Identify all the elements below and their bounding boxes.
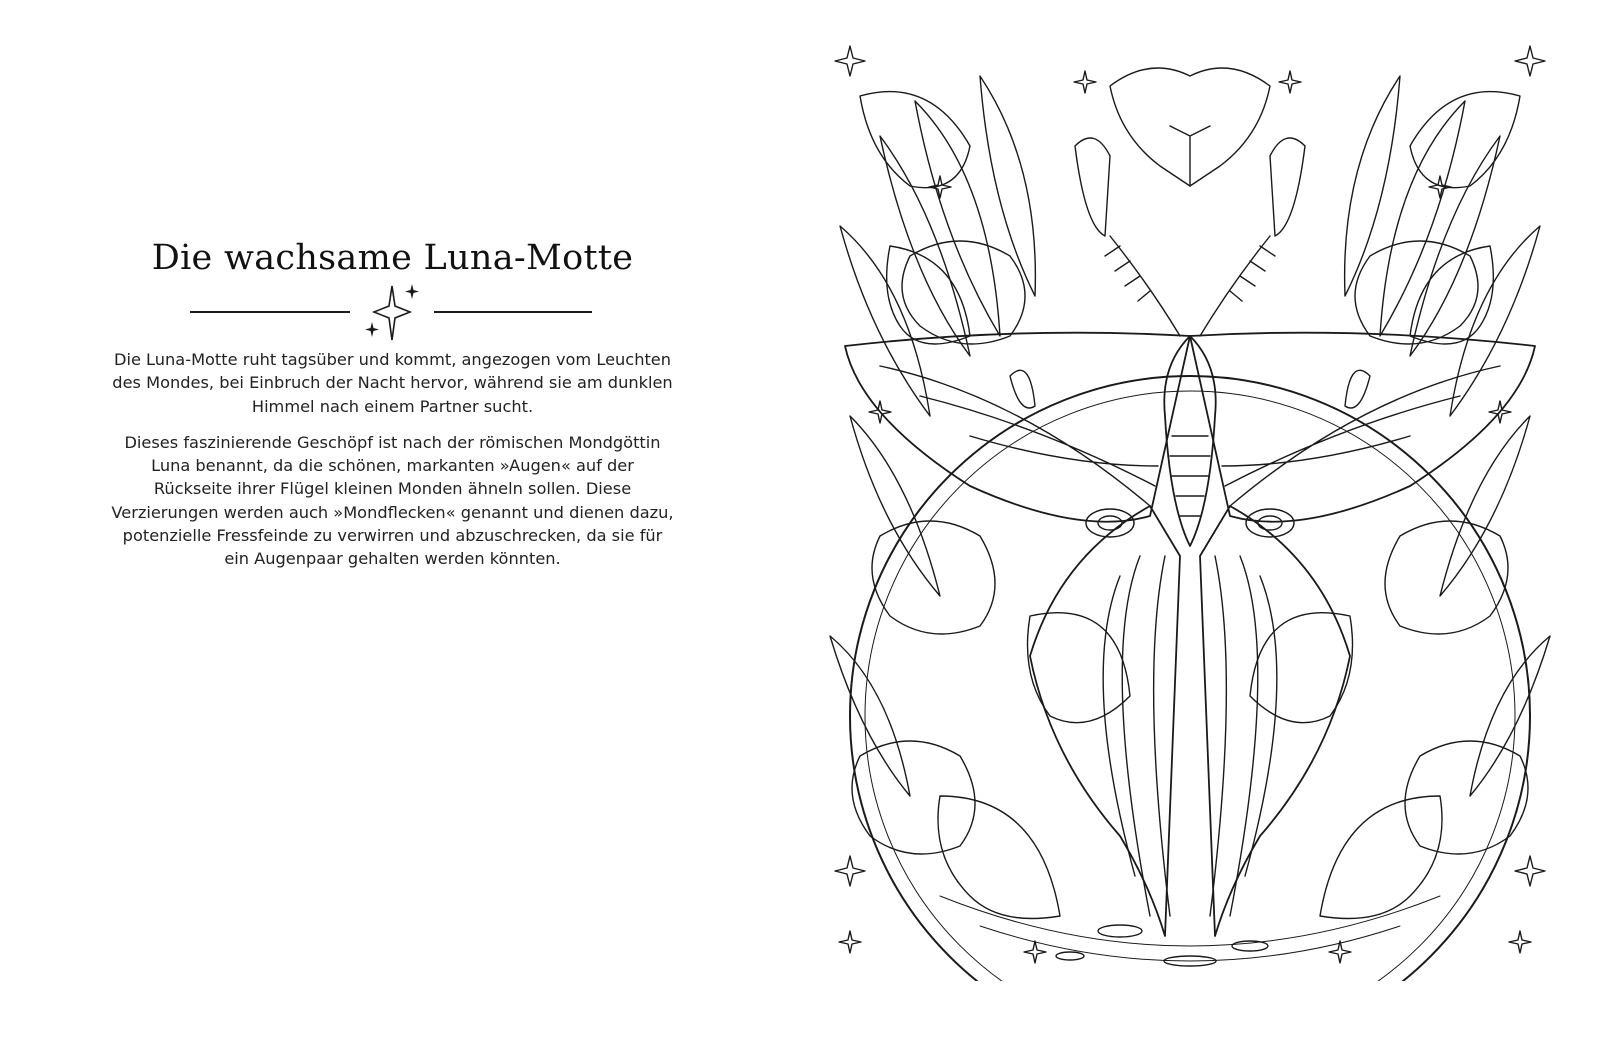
heart-leaves [860,92,1520,919]
body-text [110,348,675,584]
page-title: Die wachsame Luna-Motte [151,238,634,278]
flowers [852,68,1528,854]
paragraph-1: Die Luna-Motte ruht tagsüber und kommt, angezogen vom Leuchten des Mondes, bei Einbruch der Nacht hervor, während sie am dunklen Himmel nach einem Partner sucht. [112,350,673,416]
paragraph-2: Dieses faszinierende Geschöpf ist nach der römischen Mondgöttin Luna benannt, da die schönen, markanten »Augen« auf der Rückseite ihrer Flügel kleinen Monden ähneln sollen. Diese Verzierungen werden auch »Mondflecken« genannt und dienen dazu, potenzielle Fressfeinde zu verwirren und abzuschrecken, da sie für ein Augenpaar gehalten werden könnten. [111,432,674,569]
moon-circle [850,376,1530,981]
luna-moth-illustration-icon [820,36,1560,981]
sparkle-stars-icon [365,284,419,340]
left-page [0,0,790,1037]
title-divider [190,282,602,346]
